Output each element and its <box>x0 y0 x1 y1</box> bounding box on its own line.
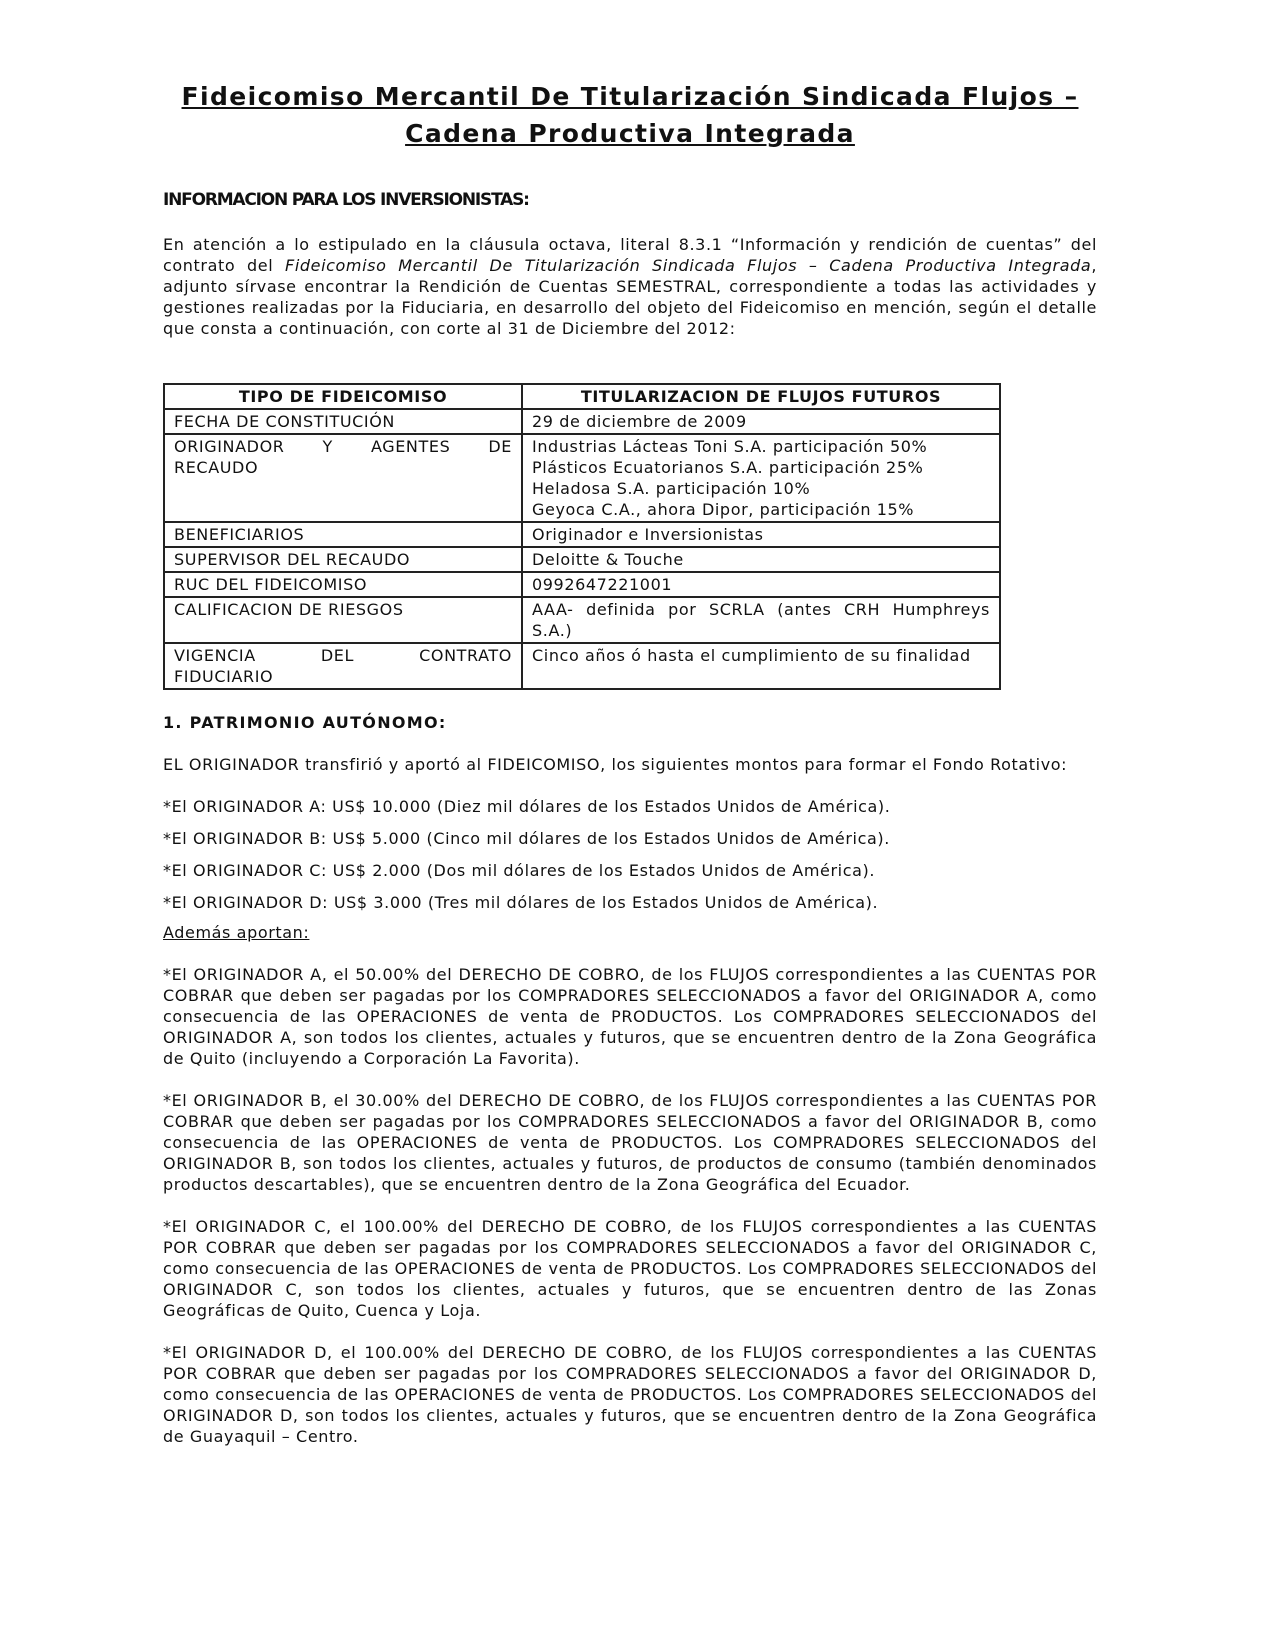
aporte-item: *El ORIGINADOR A: US$ 10.000 (Diez mil dólares de los Estados Unidos de América). <box>163 797 891 816</box>
originador-value: Geyoca C.A., ahora Dipor, participación 15% <box>532 500 915 519</box>
vigencia-label-line-2: FIDUCIARIO <box>174 667 274 686</box>
derecho-paragraph: *El ORIGINADOR A, el 50.00% del DERECHO DE COBRO, de los FLUJOS correspondientes a las CUENTAS POR COBRAR que deben ser pagadas por los COMPRADORES SELECCIONADOS a favor del ORIGINADOR A, como consecuencia de las OPERACIONES de venta de PRODUCTOS. Los COMPRADORES SELECCIONADOS del ORIGINADOR A, son todos los clientes, actuales y futuros, que se encuentren dentro de la Zona Geográfica de Quito (incluyendo a Corporación La Favorita). <box>163 965 1097 1068</box>
beneficiarios-label: BENEFICIARIOS <box>164 522 522 547</box>
table-row <box>164 522 1000 547</box>
title-line-1: Fideicomiso Mercantil De Titularización Sindicada Flujos – <box>181 82 1079 111</box>
derecho-paragraph: *El ORIGINADOR B, el 30.00% del DERECHO DE COBRO, de los FLUJOS correspondientes a las CUENTAS POR COBRAR que deben ser pagadas por los COMPRADORES SELECCIONADOS a favor del ORIGINADOR B, como consecuencia de las OPERACIONES de venta de PRODUCTOS. Los COMPRADORES SELECCIONADOS del ORIGINADOR B, son todos los clientes, actuales y futuros, de productos de consumo (también denominados productos descartables), que se encuentren dentro de la Zona Geográfica del Ecuador. <box>163 1091 1097 1194</box>
table-header-row <box>164 384 1000 409</box>
supervisor-label: SUPERVISOR DEL RECAUDO <box>164 547 522 572</box>
ruc-value: 0992647221001 <box>522 572 1000 597</box>
table-row <box>164 597 1000 643</box>
aporte-item: *El ORIGINADOR D: US$ 3.000 (Tres mil dólares de los Estados Unidos de América). <box>163 893 879 912</box>
calificacion-value: AAA- definida por SCRLA (antes CRH Humphreys S.A.) <box>522 597 1000 643</box>
originador-value: Heladosa S.A. participación 10% <box>532 479 811 498</box>
document-title <box>163 78 1097 152</box>
fecha-label: FECHA DE CONSTITUCIÓN <box>164 409 522 434</box>
originador-value: Plásticos Ecuatorianos S.A. participación 25% <box>532 458 924 477</box>
originador-value: Industrias Lácteas Toni S.A. participación 50% <box>532 437 928 456</box>
derecho-paragraph: *El ORIGINADOR D, el 100.00% del DERECHO DE COBRO, de los FLUJOS correspondientes a las CUENTAS POR COBRAR que deben ser pagadas por los COMPRADORES SELECCIONADOS a favor del ORIGINADOR D, como consecuencia de las OPERACIONES de venta de PRODUCTOS. Los COMPRADORES SELECCIONADOS del ORIGINADOR D, son todos los clientes, actuales y futuros, que se encuentren dentro de la Zona Geográfica de Guayaquil – Centro. <box>163 1343 1097 1446</box>
intro-part-1: En atención a lo estipulado en la cláusula octava, literal 8.3.1 “Información y rendición de cuentas” del contrato del <box>163 235 1097 275</box>
intro-fideicomiso-name: Fideicomiso Mercantil De Titularización Sindicada Flujos – Cadena Productiva Integrada <box>285 256 1092 275</box>
calificacion-label: CALIFICACION DE RIESGOS <box>164 597 522 643</box>
patrimonio-heading: 1. PATRIMONIO AUTÓNOMO: <box>163 713 447 732</box>
aporte-item: *El ORIGINADOR C: US$ 2.000 (Dos mil dólares de los Estados Unidos de América). <box>163 861 876 880</box>
vigencia-label-line-1: VIGENCIA DEL CONTRATO <box>174 646 512 665</box>
table-row <box>164 547 1000 572</box>
table-row <box>164 409 1000 434</box>
header-left: TIPO DE FIDEICOMISO <box>164 384 522 409</box>
fecha-value: 29 de diciembre de 2009 <box>522 409 1000 434</box>
ruc-label: RUC DEL FIDEICOMISO <box>164 572 522 597</box>
ademas-aportan: Además aportan: <box>163 923 310 942</box>
originador-values-cell <box>522 434 1000 522</box>
patrimonio-intro: EL ORIGINADOR transfirió y aportó al FIDEICOMISO, los siguientes montos para formar el Fondo Rotativo: <box>163 755 1068 774</box>
intro-part-2: , adjunto sírvase encontrar la Rendición de Cuentas SEMESTRAL, correspondiente a todas las actividades y gestiones realizadas por la Fiduciaria, en desarrollo del objeto del Fideicomiso en mención, según el detalle que consta a continuación, con corte al 31 de Diciembre del 2012: <box>163 256 1097 338</box>
originador-label-line-2: RECAUDO <box>174 458 259 477</box>
originador-label-cell <box>164 434 522 522</box>
vigencia-value: Cinco años ó hasta el cumplimiento de su finalidad <box>522 643 1000 689</box>
title-line-2: Cadena Productiva Integrada <box>405 119 855 148</box>
header-right: TITULARIZACION DE FLUJOS FUTUROS <box>522 384 1000 409</box>
table-row <box>164 643 1000 689</box>
intro-paragraph <box>163 234 1097 339</box>
vigencia-label-cell <box>164 643 522 689</box>
aporte-item: *El ORIGINADOR B: US$ 5.000 (Cinco mil dólares de los Estados Unidos de América). <box>163 829 890 848</box>
document-content <box>163 78 1097 1447</box>
fideicomiso-info-table <box>163 383 1001 690</box>
derecho-paragraph: *El ORIGINADOR C, el 100.00% del DERECHO DE COBRO, de los FLUJOS correspondientes a las CUENTAS POR COBRAR que deben ser pagadas por los COMPRADORES SELECCIONADOS a favor del ORIGINADOR C, como consecuencia de las OPERACIONES de venta de PRODUCTOS. Los COMPRADORES SELECCIONADOS del ORIGINADOR C, son todos los clientes, actuales y futuros, que se encuentren dentro de las Zonas Geográficas de Quito, Cuenca y Loja. <box>163 1217 1097 1320</box>
table-row <box>164 572 1000 597</box>
table-row <box>164 434 1000 522</box>
originador-label-line-1: ORIGINADOR Y AGENTES DE <box>174 437 512 456</box>
supervisor-value: Deloitte & Touche <box>522 547 1000 572</box>
beneficiarios-value: Originador e Inversionistas <box>522 522 1000 547</box>
info-heading: INFORMACION PARA LOS INVERSIONISTAS: <box>163 190 529 210</box>
